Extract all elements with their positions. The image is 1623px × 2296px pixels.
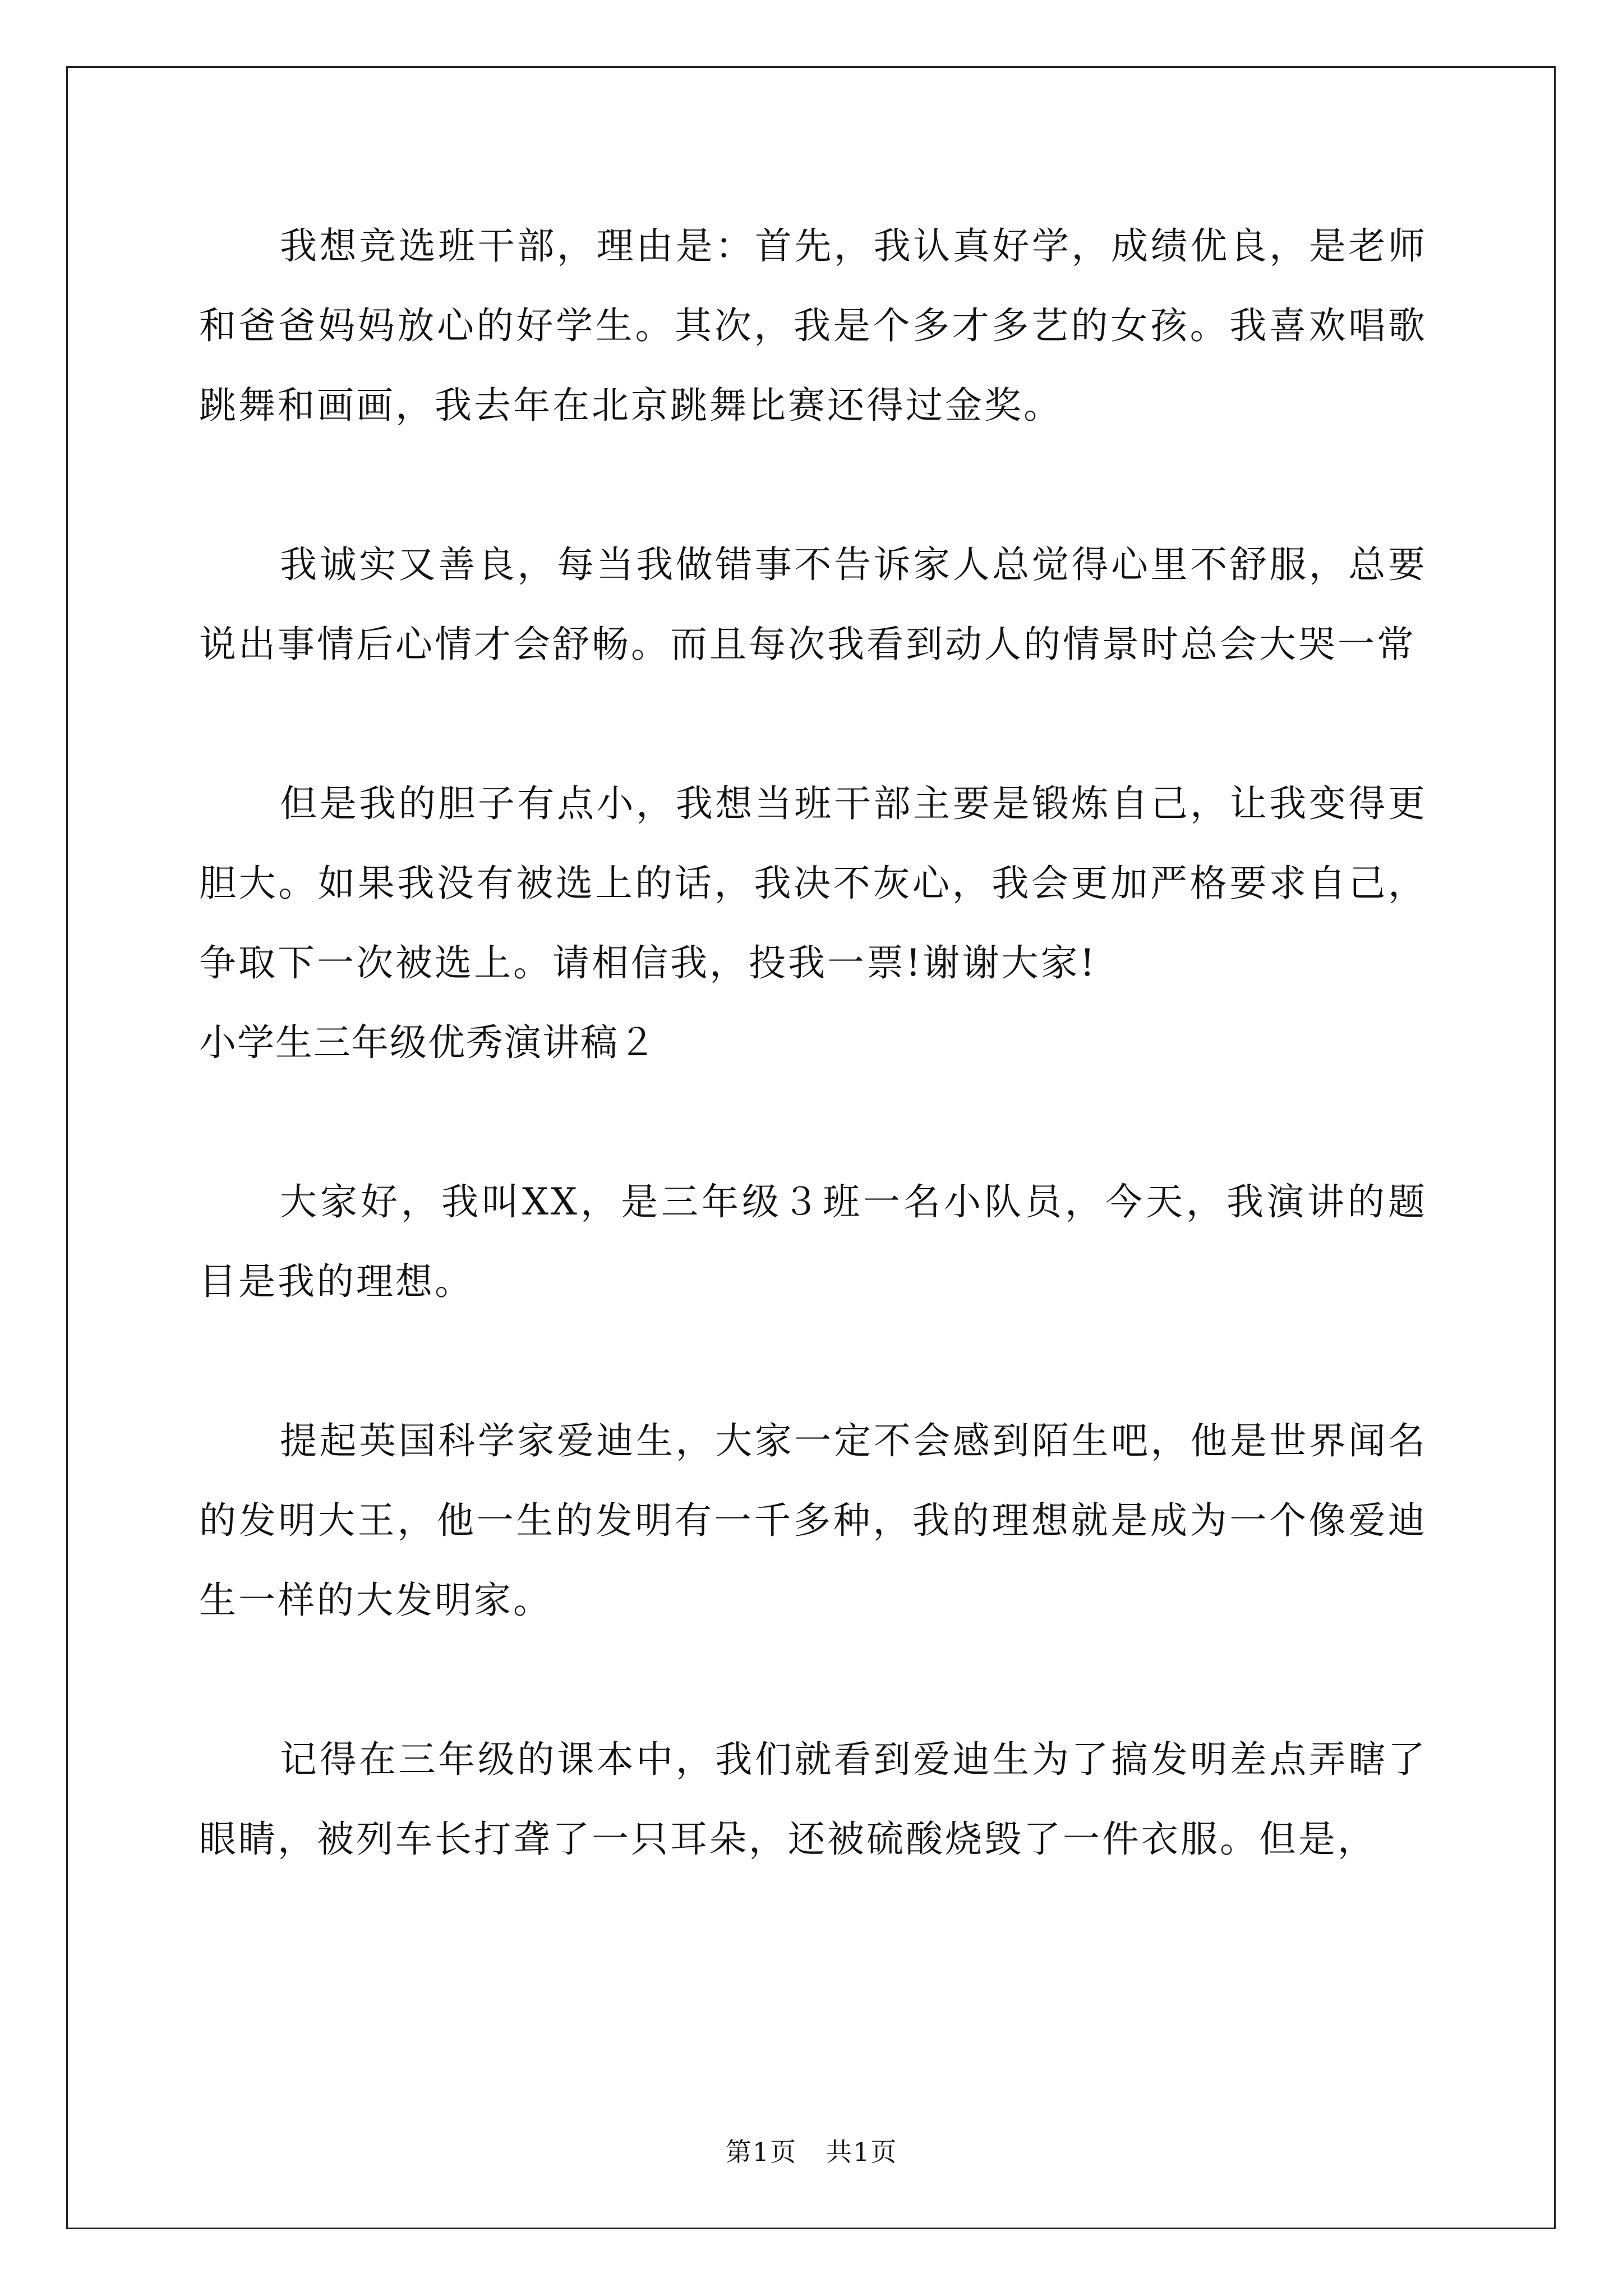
document-body	[199, 206, 1427, 1879]
paragraph-2: 我诚实又善良，每当我做错事不告诉家人总觉得心里不舒服，总要说出事情后心情才会舒畅。而且每次我看到动人的情景时总会大哭一常	[199, 543, 1427, 666]
paragraph-3: 但是我的胆子有点小，我想当班干部主要是锻炼自己，让我变得更胆大。如果我没有被选上的话，我决不灰心，我会更加严格要求自己，争取下一次被选上。请相信我，投我一票!谢谢大家!	[199, 782, 1427, 984]
section-heading: 小学生三年级优秀演讲稿２	[199, 1021, 657, 1064]
paragraph-4: 大家好，我叫XX，是三年级３班一名小队员，今天，我演讲的题目是我的理想。	[199, 1180, 1427, 1303]
page-total: 共1页	[826, 2137, 898, 2167]
paragraph-1: 我想竞选班干部，理由是：首先，我认真好学，成绩优良，是老师和爸爸妈妈放心的好学生。其次，我是个多才多艺的女孩。我喜欢唱歌跳舞和画画，我去年在北京跳舞比赛还得过金奖。	[199, 224, 1427, 427]
paragraph-6: 记得在三年级的课本中，我们就看到爱迪生为了搞发明差点弄瞎了眼睛，被列车长打聋了一只耳朵，还被硫酸烧毁了一件衣服。但是，	[199, 1738, 1427, 1861]
page-footer	[0, 2136, 1623, 2168]
paragraph-5: 提起英国科学家爱迪生，大家一定不会感到陌生吧，他是世界闻名的发明大王，他一生的发明有一千多种，我的理想就是成为一个像爱迪生一样的大发明家。	[199, 1419, 1427, 1622]
page-number: 第1页	[725, 2137, 797, 2167]
